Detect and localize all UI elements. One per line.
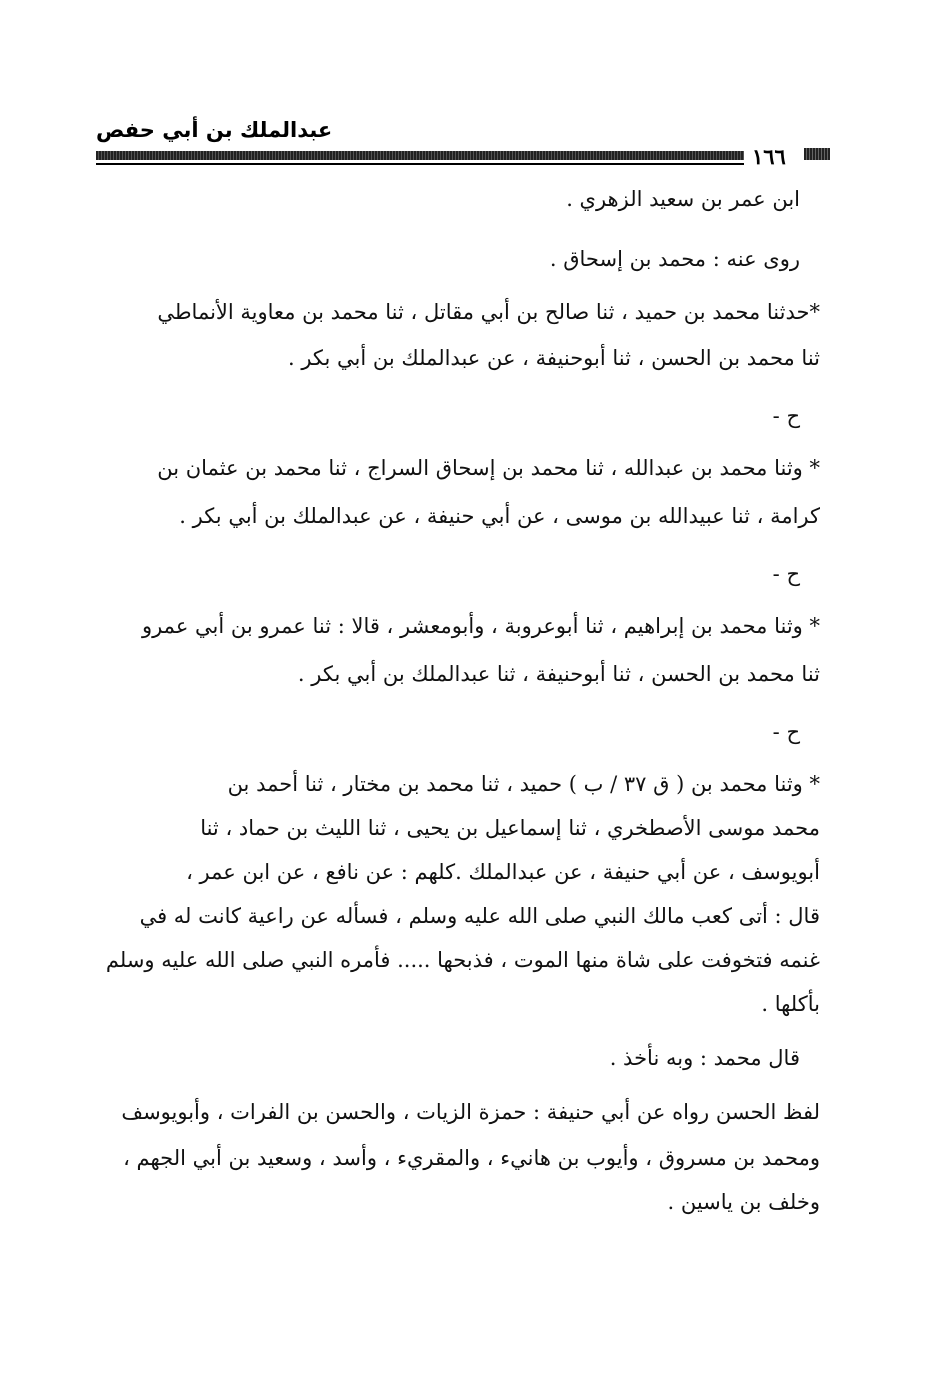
text-line: ثنا محمد بن الحسن ، ثنا أبوحنيفة ، ثنا عبدالملك بن أبي بكر . xyxy=(297,662,820,686)
header-rule xyxy=(96,151,744,160)
header-rule-thin xyxy=(96,163,744,165)
text-line: روى عنه : محمد بن إسحاق . xyxy=(549,247,800,271)
text-line: أبويوسف ، عن أبي حنيفة ، عن عبدالملك .كلهم : عن نافع ، عن ابن عمر ، xyxy=(186,860,820,884)
text-line: محمد موسى الأصطخري ، ثنا إسماعيل بن يحيى ، ثنا الليث بن حماد ، ثنا xyxy=(200,816,820,840)
text-line: * وثنا محمد بن إبراهيم ، ثنا أبوعروبة ، وأبومعشر ، قالا : ثنا عمرو بن أبي عمرو xyxy=(141,614,820,638)
text-line: قال محمد : وبه نأخذ . xyxy=(609,1046,800,1070)
text-line: *حدثنا محمد بن حميد ، ثنا صالح بن أبي مقاتل ، ثنا محمد بن معاوية الأنماطي xyxy=(157,300,820,324)
text-line: ح - xyxy=(772,404,800,428)
text-line: وخلف بن ياسين . xyxy=(667,1190,820,1214)
text-line: ثنا محمد بن الحسن ، ثنا أبوحنيفة ، عن عبدالملك بن أبي بكر . xyxy=(287,346,820,370)
running-title: عبدالملك بن أبي حفص xyxy=(96,118,333,142)
page-number: ١٦٦ xyxy=(752,144,786,169)
text-line: * وثنا محمد بن عبدالله ، ثنا محمد بن إسحاق السراج ، ثنا محمد بن عثمان بن xyxy=(157,456,820,480)
header-rule-stub xyxy=(804,148,830,160)
text-line: * وثنا محمد بن ( ق ٣٧ / ب ) حميد ، ثنا محمد بن مختار ، ثنا أحمد بن xyxy=(227,772,820,796)
text-line: قال : أتى كعب مالك النبي صلى الله عليه وسلم ، فسأله عن راعية كانت له في xyxy=(139,904,820,928)
text-line: غنمه فتخوفت على شاة منها الموت ، فذبحها ..... فأمره النبي صلى الله عليه وسلم xyxy=(105,948,820,972)
text-line: كرامة ، ثنا عبيدالله بن موسى ، عن أبي حنيفة ، عن عبدالملك بن أبي بكر . xyxy=(179,504,820,528)
text-line: ابن عمر بن سعيد الزهري . xyxy=(566,187,800,211)
text-line: بأكلها . xyxy=(761,992,820,1016)
text-line: لفظ الحسن رواه عن أبي حنيفة : حمزة الزيات ، والحسن بن الفرات ، وأبويوسف xyxy=(121,1100,820,1124)
text-line: ح - xyxy=(772,562,800,586)
text-line: ومحمد بن مسروق ، وأيوب بن هانيء ، والمقريء ، وأسد ، وسعيد بن أبي الجهم ، xyxy=(123,1146,820,1170)
text-line: ح - xyxy=(772,720,800,744)
